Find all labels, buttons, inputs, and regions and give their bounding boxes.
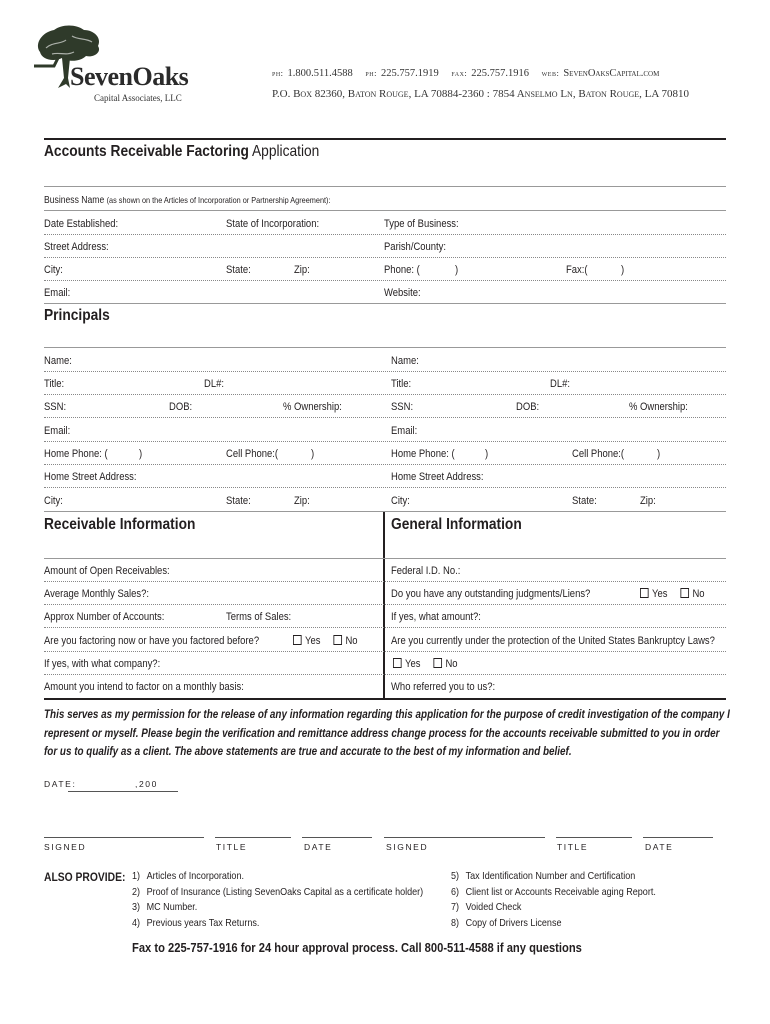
judgments-label: Do you have any outstanding judgments/Liens?	[391, 588, 591, 600]
street-address-label: Street Address:	[44, 241, 109, 253]
provide-list-right	[451, 869, 656, 932]
title-label-2: TITLE	[557, 842, 589, 852]
list-item: 1) Articles of Incorporation.	[132, 870, 244, 882]
signed-label-2: SIGNED	[386, 842, 429, 852]
principal1-city-label: City:	[44, 495, 63, 507]
list-item: 2) Proof of Insurance (Listing SevenOaks Capital as a certificate holder)	[132, 885, 424, 898]
principal2-email-label: Email:	[391, 425, 418, 437]
row-field-line[interactable]	[44, 487, 726, 488]
principal1-dob-label: DOB:	[169, 401, 193, 413]
city-label: City:	[44, 264, 63, 276]
principal2-zip-label: Zip:	[640, 495, 656, 507]
list-item: 7) Voided Check	[451, 901, 522, 914]
business-name-label: Business Name (as shown on the Articles of Incorporation or Partnership Agreement):	[44, 195, 331, 206]
cell-phone-paren: )	[657, 448, 661, 460]
monthly-sales-label: Average Monthly Sales?:	[44, 588, 150, 600]
principal1-dl-label: DL#:	[204, 378, 224, 390]
row-field-line[interactable]	[44, 234, 726, 235]
title-line-1[interactable]	[215, 837, 291, 838]
row-field-line[interactable]	[44, 581, 726, 582]
factoring-now-label: Are you factoring now or have you factored before?	[44, 635, 260, 647]
judgments-options: Yes No	[640, 588, 715, 600]
zip-label: Zip:	[294, 264, 310, 276]
principal1-cell-phone-label: Cell Phone:(	[226, 448, 279, 460]
bankruptcy-yes-checkbox[interactable]	[393, 658, 402, 668]
bankruptcy-no-checkbox[interactable]	[433, 658, 442, 668]
row-field-line[interactable]	[44, 674, 726, 675]
principal2-home-phone-label: Home Phone: (	[391, 448, 455, 460]
if-yes-amount-label: If yes, what amount?:	[391, 611, 481, 623]
judgments-no-checkbox[interactable]	[680, 588, 689, 598]
principal2-ssn-label: SSN:	[391, 401, 414, 413]
bankruptcy-label: Are you currently under the protection of the United States Bankruptcy Laws?	[391, 635, 715, 647]
principal2-name-label: Name:	[391, 355, 419, 367]
state-of-incorporation-label: State of Incorporation:	[226, 218, 320, 230]
state-label: State:	[226, 264, 251, 276]
date-label-1: DATE	[304, 842, 333, 852]
principal1-email-label: Email:	[44, 425, 71, 437]
contact-line-1: ph: 1.800.511.4588 ph: 225.757.1919 fax: 225.757.1916 web: SevenOaksCapital.com	[272, 68, 660, 79]
type-of-business-label: Type of Business:	[384, 218, 459, 230]
row-field-line[interactable]	[44, 441, 726, 442]
fax-paren: )	[621, 264, 625, 276]
section-divider	[44, 698, 726, 700]
factoring-no-checkbox[interactable]	[333, 635, 342, 645]
principal1-home-street-label: Home Street Address:	[44, 471, 137, 483]
header-divider	[44, 138, 726, 140]
general-heading: General Information	[391, 516, 522, 533]
home-phone-paren: )	[139, 448, 143, 460]
principal2-ownership-label: % Ownership:	[629, 401, 688, 413]
company-subtitle: Capital Associates, LLC	[94, 93, 182, 103]
principal2-city-label: City:	[391, 495, 410, 507]
row-field-line[interactable]	[44, 417, 726, 418]
row-field-line[interactable]	[44, 651, 726, 652]
principal2-dob-label: DOB:	[516, 401, 540, 413]
referred-label: Who referred you to us?:	[391, 681, 496, 693]
fax-footer: Fax to 225-757-1916 for 24 hour approval process. Call 800-511-4588 if any questions	[132, 940, 582, 955]
date-line-2[interactable]	[643, 837, 713, 838]
also-provide-heading: ALSO PROVIDE:	[44, 870, 126, 884]
principals-heading: Principals	[44, 307, 110, 324]
row-field-line[interactable]	[44, 303, 726, 304]
fax-label: Fax:(	[566, 264, 588, 276]
row-field-line[interactable]	[44, 464, 726, 465]
if-yes-company-label: If yes, with what company?:	[44, 658, 161, 670]
list-item: 5) Tax Identification Number and Certification	[451, 870, 636, 882]
principal2-dl-label: DL#:	[550, 378, 570, 390]
principal1-ownership-label: % Ownership:	[283, 401, 342, 413]
list-item: 8) Copy of Drivers License	[451, 917, 562, 930]
principal1-name-label: Name:	[44, 355, 72, 367]
form-title: Accounts Receivable Factoring Application	[44, 143, 320, 160]
home-phone-paren: )	[485, 448, 489, 460]
row-field-line[interactable]	[44, 511, 726, 512]
list-item: 4) Previous years Tax Returns.	[132, 917, 260, 930]
factoring-now-options: Yes No	[293, 635, 368, 647]
bankruptcy-options: Yes No	[393, 658, 468, 670]
permission-statement: This serves as my permission for the release of any information regarding this application for the purpose of credit investigation of the company I represent or myself. Please begin the verification and remittance address change process for the accounts receivable submitted to you in order for us to qualify as a client. The above statements are true and accurate to the best of my information and belief.	[44, 709, 730, 758]
contact-line-2: P.O. Box 82360, Baton Rouge, LA 70884-2360 : 7854 Anselmo Ln, Baton Rouge, LA 70810	[272, 88, 689, 100]
title-label-1: TITLE	[216, 842, 248, 852]
website-label: Website:	[384, 287, 421, 299]
signed-label-1: SIGNED	[44, 842, 87, 852]
row-field-line[interactable]	[44, 280, 726, 281]
principal2-cell-phone-label: Cell Phone:(	[572, 448, 625, 460]
phone-paren: )	[455, 264, 459, 276]
factoring-yes-checkbox[interactable]	[293, 635, 302, 645]
signature-line-1[interactable]	[44, 837, 204, 838]
row-field-line[interactable]	[44, 394, 726, 395]
list-item: 6) Client list or Accounts Receivable aging Report.	[451, 885, 656, 898]
approx-accounts-label: Approx Number of Accounts:	[44, 611, 165, 623]
company-name: SevenOaks	[70, 62, 189, 91]
title-line-2[interactable]	[556, 837, 632, 838]
judgments-yes-checkbox[interactable]	[640, 588, 649, 598]
principal1-state-label: State:	[226, 495, 251, 507]
principal2-title-label: Title:	[391, 378, 412, 390]
parish-county-label: Parish/County:	[384, 241, 447, 253]
principal1-title-label: Title:	[44, 378, 65, 390]
principal2-state-label: State:	[572, 495, 597, 507]
provide-list-left	[132, 869, 423, 932]
row-field-line[interactable]	[44, 371, 726, 372]
date-label: DATE:	[44, 779, 77, 789]
phone-label: Phone: (	[384, 264, 420, 276]
principal1-ssn-label: SSN:	[44, 401, 67, 413]
signature-line-2[interactable]	[384, 837, 545, 838]
list-item: 3) MC Number.	[132, 901, 198, 914]
row-field-line[interactable]	[44, 257, 726, 258]
cell-phone-paren: )	[311, 448, 315, 460]
row-field-line[interactable]	[44, 604, 726, 605]
terms-of-sales-label: Terms of Sales:	[226, 611, 292, 623]
federal-id-label: Federal I.D. No.:	[391, 565, 461, 577]
email-label: Email:	[44, 287, 71, 299]
open-receivables-label: Amount of Open Receivables:	[44, 565, 170, 577]
amount-monthly-label: Amount you intend to factor on a monthly basis:	[44, 681, 244, 693]
principal1-home-phone-label: Home Phone: (	[44, 448, 108, 460]
receivable-heading: Receivable Information	[44, 516, 196, 533]
year-prefix: ,200	[135, 779, 158, 789]
date-field[interactable]	[68, 791, 178, 792]
principal2-home-street-label: Home Street Address:	[391, 471, 484, 483]
date-established-label: Date Established:	[44, 218, 119, 230]
column-divider	[383, 512, 385, 699]
principal1-zip-label: Zip:	[294, 495, 310, 507]
row-field-line[interactable]	[44, 627, 726, 628]
date-label-2: DATE	[645, 842, 674, 852]
business-name-field[interactable]	[44, 210, 726, 211]
date-line-1[interactable]	[302, 837, 372, 838]
